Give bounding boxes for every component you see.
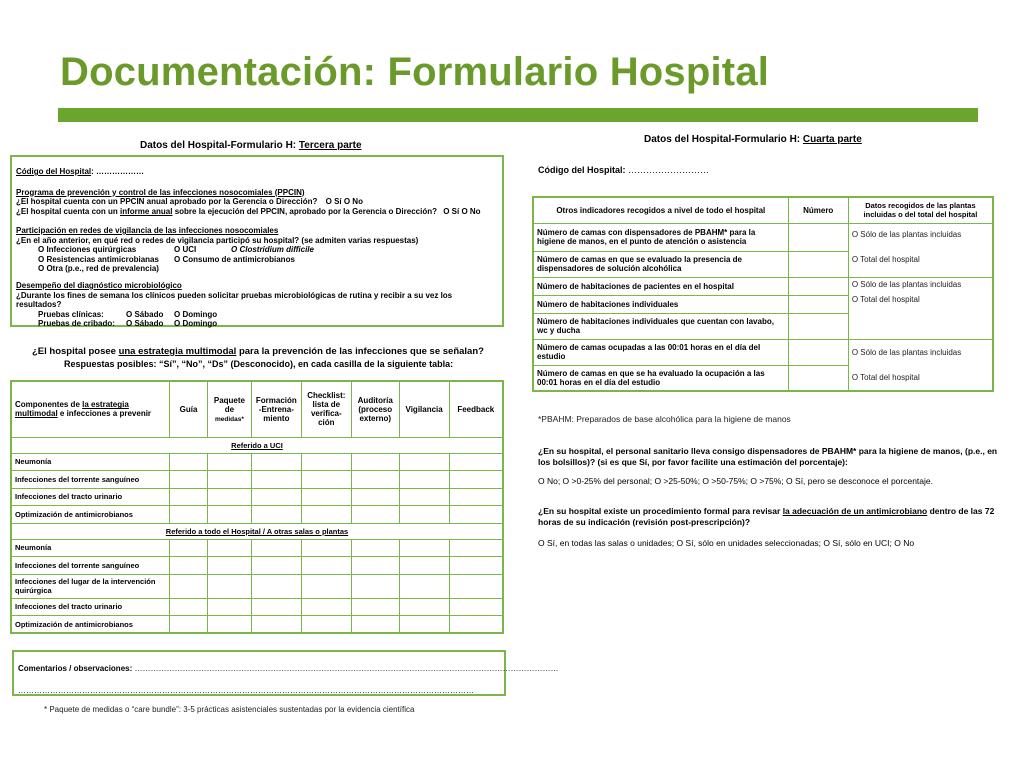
row-label: Infecciones del tracto urinario	[11, 598, 170, 616]
micro-row1-domingo[interactable]: O Domingo	[174, 309, 218, 319]
cell-feedback[interactable]	[449, 598, 503, 616]
th-formacion: Formación -Entrena-miento	[251, 381, 301, 437]
ind-opt-total[interactable]: O Total del hospital	[851, 294, 920, 304]
cell-auditoria[interactable]	[351, 471, 399, 489]
q2-options[interactable]: O Sí, en todas las salas o unidades; O Sí, sólo en unidades seleccionadas; O Sí, sólo en UCI; O No	[538, 538, 915, 548]
ind-row-label: Número de camas en que se ha evaluado la ocupación a las 00:01 horas en el día del estudio	[533, 365, 788, 391]
table-row	[533, 223, 993, 251]
redes-title: Participación en redes de vigilancia de las infecciones nosocomiales	[16, 226, 279, 235]
redes-opt-otra[interactable]: O Otra (p.e., red de prevalencia)	[38, 264, 159, 273]
ppcin-q1-text: ¿El hospital cuenta con un PPCIN anual aprobado por la Gerencia o Dirección?	[16, 197, 318, 206]
q2-post: dentro de las 72 horas de su indicación (revisión post-prescripción)?	[538, 506, 995, 527]
left-code-dots: : ………………	[91, 167, 144, 176]
strategy-q-underlined: una estrategia multimodal	[118, 346, 237, 357]
left-info-box	[10, 155, 504, 327]
cell-checklist[interactable]	[301, 598, 351, 616]
cell-formacion[interactable]	[251, 453, 301, 471]
table-row	[11, 488, 503, 506]
indicators-header	[533, 197, 993, 223]
cell-paquete[interactable]	[207, 506, 251, 524]
section-all-hospital: Referido a todo el Hospital / A otras salas o plantas	[11, 523, 503, 539]
cell-paquete[interactable]	[207, 488, 251, 506]
micro-row2-sabado[interactable]: O Sábado	[126, 319, 164, 328]
indicators-table	[532, 196, 994, 392]
cell-auditoria[interactable]	[351, 488, 399, 506]
redes-opt-clostridium[interactable]: O Clostridium difficile	[231, 245, 314, 254]
th-components	[11, 381, 170, 437]
ind-scope-group3	[848, 339, 993, 391]
q1-question: ¿En su hospital, el personal sanitario lleva consigo dispensadores de PBAHM* para la higiene de manos, (p.e., en los bolsillos)? (si es que Sí, por favor facilite una estimación del porcentaje):	[538, 446, 998, 467]
cell-auditoria[interactable]	[351, 506, 399, 524]
comments-box[interactable]	[12, 650, 559, 696]
ind-number-cell[interactable]	[788, 251, 848, 277]
left-code-line	[16, 167, 498, 177]
cell-guia[interactable]	[170, 574, 208, 598]
cell-vigilancia[interactable]	[399, 557, 449, 575]
cell-vigilancia[interactable]	[399, 539, 449, 557]
cell-checklist[interactable]	[301, 506, 351, 524]
right-header-prefix: Datos del Hospital-Formulario H:	[644, 134, 801, 145]
cell-checklist[interactable]	[301, 557, 351, 575]
row-label: Infecciones del torrente sanguíneo	[11, 471, 170, 489]
table-row	[533, 339, 993, 365]
micro-row1-label: Pruebas clínicas:	[38, 309, 104, 319]
left-header-part: Tercera parte	[298, 140, 362, 151]
cell-guia[interactable]	[170, 539, 208, 557]
row-label: Neumonía	[11, 539, 170, 557]
cell-feedback[interactable]	[449, 557, 503, 575]
cell-checklist[interactable]	[301, 488, 351, 506]
th-auditoria: Auditoría (proceso externo)	[351, 381, 399, 437]
comments-dots: ……………………………………………………………………………………………………………………………………………	[134, 664, 559, 673]
th-paquete-label: Paquete de	[213, 395, 245, 414]
redes-opt-resistencias[interactable]: O Resistencias antimicrobianas	[38, 254, 159, 264]
th-vigilancia: Vigilancia	[399, 381, 449, 437]
micro-row1-sabado[interactable]: O Sábado	[126, 309, 164, 319]
ppcin-q2-text-pre: ¿El hospital cuenta con un	[16, 206, 121, 216]
table-row	[11, 539, 503, 557]
left-header-prefix: Datos del Hospital-Formulario H:	[140, 140, 297, 151]
micro-row2-label: Pruebas de cribado:	[38, 319, 115, 328]
ind-row-label: Número de camas en que se evaluado la presencia de dispensadores de solución alcohólica	[533, 251, 788, 277]
cell-paquete[interactable]	[207, 471, 251, 489]
q1-options[interactable]: O No; O >0-25% del personal; O >25-50%; O >50-75%; O >75%; O Sí, pero se desconoce el porcentaje.	[538, 476, 934, 486]
strategy-answers: Respuestas posibles: “Sí”, “No”, “Ds” (Desconocido), en cada casilla de la siguiente tabla:	[64, 359, 454, 369]
cell-formacion[interactable]	[251, 506, 301, 524]
cell-guia[interactable]	[170, 616, 208, 634]
cell-formacion[interactable]	[251, 598, 301, 616]
row-label: Infecciones del lugar de la intervención quirúrgica	[11, 574, 170, 598]
ppcin-q2-text-underlined: informe anual	[120, 206, 173, 216]
micro-options	[16, 310, 498, 329]
cell-guia[interactable]	[170, 506, 208, 524]
cell-feedback[interactable]	[449, 616, 503, 634]
q2-underlined: la adecuación de un antimicrobiano	[782, 506, 928, 516]
right-code-label: Código del Hospital:	[538, 165, 626, 175]
cell-guia[interactable]	[170, 557, 208, 575]
cell-checklist[interactable]	[301, 574, 351, 598]
row-label: Optimización de antimicrobianos	[11, 506, 170, 524]
left-code-label: Código del Hospital	[16, 167, 92, 176]
row-label: Infecciones del tracto urinario	[11, 488, 170, 506]
cell-paquete[interactable]	[207, 616, 251, 634]
cell-auditoria[interactable]	[351, 557, 399, 575]
right-code-dots: ………………………	[628, 165, 710, 175]
cell-formacion[interactable]	[251, 557, 301, 575]
strategy-q-pre: ¿El hospital posee	[32, 346, 119, 357]
th-paquete	[207, 381, 251, 437]
ind-row-label: Número de camas con dispensadores de PBAHM* para la higiene de manos, en el punto de atención o asistencia	[533, 223, 788, 251]
ind-col-indicators: Otros indicadores recogidos a nivel de todo el hospital	[533, 197, 788, 223]
section-uci: Referido a UCI	[11, 437, 503, 453]
micro-question: ¿Durante los fines de semana los clínicos pueden solicitar pruebas microbiológicas de rutina y recibir a su vez los resultados?	[16, 290, 453, 309]
th-components-pre: Componentes de	[15, 400, 83, 410]
cell-vigilancia[interactable]	[399, 598, 449, 616]
ind-opt-total[interactable]: O Total del hospital	[851, 372, 920, 382]
cell-auditoria[interactable]	[351, 598, 399, 616]
cell-formacion[interactable]	[251, 539, 301, 557]
ind-row-label: Número de habitaciones individuales	[533, 295, 788, 313]
table-row	[11, 453, 503, 471]
cell-feedback[interactable]	[449, 574, 503, 598]
ind-opt-plantas[interactable]: O Sólo de las plantas incluidas	[851, 347, 962, 357]
redes-opt-quirurgicas[interactable]: O Infecciones quirúrgicas	[38, 245, 137, 254]
cell-checklist[interactable]	[301, 471, 351, 489]
th-components-underlined: la estrategia multimodal	[15, 400, 129, 419]
left-form-header	[140, 140, 362, 151]
page-title: Documentación: Formulario Hospital	[60, 50, 770, 94]
table-row	[11, 557, 503, 575]
redes-opt-consumo[interactable]: O Consumo de antimicrobianos	[174, 254, 295, 264]
comments-line	[18, 664, 559, 674]
th-components-post: e infecciones a prevenir	[57, 409, 152, 419]
cell-vigilancia[interactable]	[399, 574, 449, 598]
ind-scope-group2	[848, 277, 993, 339]
title-underline-bar	[58, 108, 978, 122]
ppcin-title: Programa de prevención y control de las infecciones nosocomiales (PPCIN)	[16, 187, 305, 197]
table-row	[11, 616, 503, 634]
ind-col-scope: Datos recogidos de las plantas incluidas o del total del hospital	[848, 197, 993, 223]
cell-vigilancia[interactable]	[399, 453, 449, 471]
ind-col-number: Número	[788, 197, 848, 223]
cell-vigilancia[interactable]	[399, 616, 449, 634]
row-label: Neumonía	[11, 453, 170, 471]
cell-checklist[interactable]	[301, 539, 351, 557]
pbahm-note: *PBAHM: Preparados de base alcohólica para la higiene de manos	[538, 414, 791, 424]
cell-auditoria[interactable]	[351, 539, 399, 557]
cell-formacion[interactable]	[251, 574, 301, 598]
ppcin-q1	[16, 197, 498, 207]
cell-guia[interactable]	[170, 471, 208, 489]
q2-question	[538, 506, 998, 528]
ppcin-q2-text-post: sobre la ejecución del PPCIN, aprobado por la Gerencia o Dirección?	[172, 206, 437, 216]
q2-pre: ¿En su hospital existe un procedimiento formal para revisar	[538, 506, 783, 516]
cell-formacion[interactable]	[251, 471, 301, 489]
cell-paquete[interactable]	[207, 453, 251, 471]
cell-feedback[interactable]	[449, 471, 503, 489]
th-feedback: Feedback	[449, 381, 503, 437]
ind-number-cell[interactable]	[788, 313, 848, 339]
ind-number-cell[interactable]	[788, 295, 848, 313]
right-form-header	[644, 134, 862, 145]
ind-opt-plantas[interactable]: O Sólo de las plantas incluidas	[851, 229, 962, 239]
micro-row2-domingo[interactable]: O Domingo	[174, 319, 218, 328]
th-medidas-label: medidas*	[214, 415, 244, 423]
ppcin-q1-options[interactable]: O Sí O No	[325, 197, 363, 206]
cell-formacion[interactable]	[251, 616, 301, 634]
cell-feedback[interactable]	[449, 453, 503, 471]
th-checklist: Checklist: lista de verifica-ción	[301, 381, 351, 437]
ppcin-q2	[16, 207, 498, 217]
cell-vigilancia[interactable]	[399, 471, 449, 489]
ind-opt-plantas[interactable]: O Sólo de las plantas incluidas	[851, 279, 962, 289]
row-label: Infecciones del torrente sanguíneo	[11, 557, 170, 575]
ind-row-label: Número de habitaciones individuales que cuentan con lavabo, wc y ducha	[533, 313, 788, 339]
comments-dots-line2: ………………………………………………………………………………………………………………………………………………………	[18, 685, 474, 695]
cell-checklist[interactable]	[301, 453, 351, 471]
table-row	[11, 471, 503, 489]
strategy-table	[10, 380, 504, 634]
table-row	[11, 598, 503, 616]
redes-options	[16, 245, 498, 273]
cell-feedback[interactable]	[449, 539, 503, 557]
redes-opt-uci[interactable]: O UCI	[174, 245, 197, 254]
cell-guia[interactable]	[170, 598, 208, 616]
cell-checklist[interactable]	[301, 616, 351, 634]
ind-number-cell[interactable]	[788, 277, 848, 295]
right-header-part: Cuarta parte	[802, 134, 862, 145]
strategy-question	[32, 346, 484, 357]
cell-vigilancia[interactable]	[399, 488, 449, 506]
strategy-table-header	[11, 381, 503, 437]
cell-feedback[interactable]	[449, 488, 503, 506]
table-row	[11, 506, 503, 524]
left-footnote: * Paquete de medidas o “care bundle”: 3-5 prácticas asistenciales sustentadas por la evidencia científica	[44, 705, 415, 714]
cell-paquete[interactable]	[207, 574, 251, 598]
ind-number-cell[interactable]	[788, 339, 848, 365]
cell-auditoria[interactable]	[351, 453, 399, 471]
cell-guia[interactable]	[170, 453, 208, 471]
ind-number-cell[interactable]	[788, 223, 848, 251]
ind-number-cell[interactable]	[788, 365, 848, 391]
ind-row-label: Número de camas ocupadas a las 00:01 horas en el día del estudio	[533, 339, 788, 365]
cell-paquete[interactable]	[207, 598, 251, 616]
cell-guia[interactable]	[170, 488, 208, 506]
cell-feedback[interactable]	[449, 506, 503, 524]
comments-label: Comentarios / observaciones:	[18, 664, 133, 673]
row-label: Optimización de antimicrobianos	[11, 616, 170, 634]
right-code-line	[538, 165, 709, 175]
ind-opt-total[interactable]: O Total del hospital	[851, 254, 920, 264]
cell-paquete[interactable]	[207, 539, 251, 557]
cell-auditoria[interactable]	[351, 574, 399, 598]
cell-formacion[interactable]	[251, 488, 301, 506]
ind-row-label: Número de habitaciones de pacientes en el hospital	[533, 277, 788, 295]
ind-scope-group1	[848, 223, 993, 277]
cell-vigilancia[interactable]	[399, 506, 449, 524]
table-row	[11, 574, 503, 598]
th-guia: Guía	[170, 381, 208, 437]
ppcin-q2-options[interactable]: O Sí O No	[443, 206, 481, 216]
cell-auditoria[interactable]	[351, 616, 399, 634]
table-row	[533, 277, 993, 295]
redes-question: ¿En el año anterior, en qué red o redes de vigilancia participó su hospital? (se admiten varias respuestas)	[16, 235, 419, 245]
cell-paquete[interactable]	[207, 557, 251, 575]
micro-title: Desempeño del diagnóstico microbiológico	[16, 281, 182, 290]
strategy-q-post: para la prevención de las infecciones que se señalan?	[236, 346, 484, 357]
